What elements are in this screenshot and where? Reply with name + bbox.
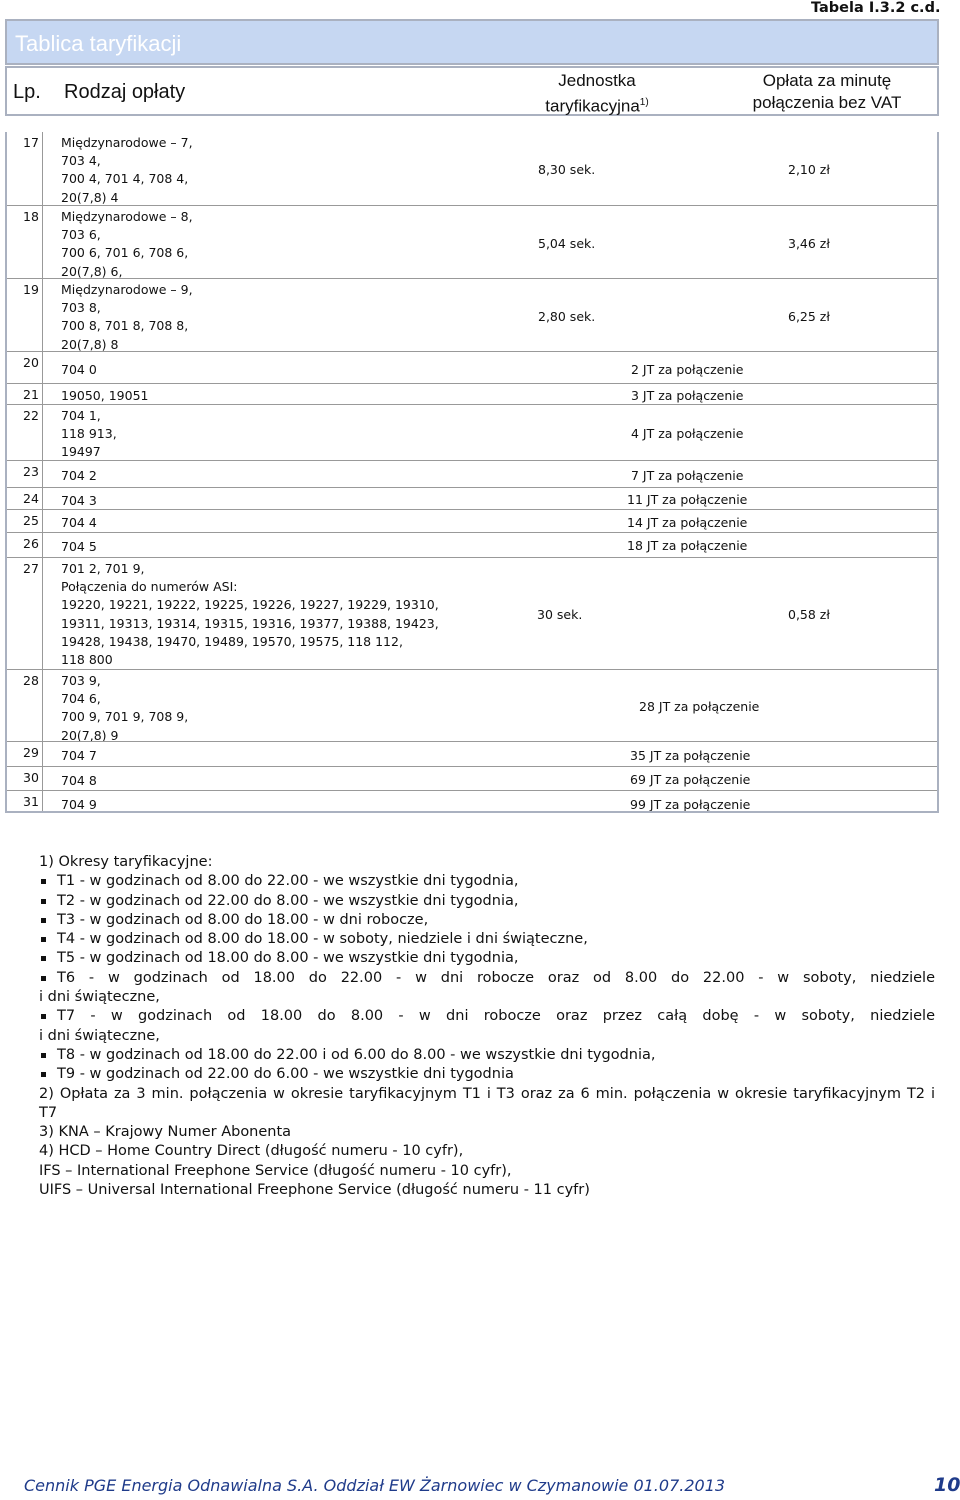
title-band: [5, 19, 939, 65]
table-row: [5, 532, 939, 557]
table-row: [5, 557, 939, 669]
table-row: [5, 404, 939, 460]
row-name: [61, 747, 97, 765]
row-name-line: 703 8,: [61, 300, 101, 316]
table-row: [5, 741, 939, 766]
row-fee-combined: 3 JT za połączenie: [631, 387, 744, 403]
row-name-line: 19311, 19313, 19314, 19315, 19316, 19377, 19388, 19423,: [61, 615, 439, 631]
row-name-line: 700 6, 701 6, 708 6,: [61, 245, 189, 261]
row-number: 19: [23, 282, 39, 297]
row-name-line: 704 5: [61, 539, 97, 555]
row-name: [61, 772, 97, 790]
row-name-line: Połączenia do numerów ASI:: [61, 579, 238, 595]
row-name-line: 704 2: [61, 468, 97, 484]
row-name: [61, 407, 117, 462]
row-name-line: 704 7: [61, 748, 97, 764]
row-name-line: 703 4,: [61, 153, 101, 169]
row-number: 25: [23, 513, 39, 528]
table-row: [5, 509, 939, 532]
row-name: [61, 467, 97, 485]
row-name: [61, 134, 193, 207]
row-name-line: 20(7,8) 9: [61, 727, 119, 743]
note-item: T8 - w godzinach od 18.00 do 22.00 i od 6.00 do 8.00 - we wszystkie dni tygodnia,: [39, 1046, 935, 1065]
row-name: [61, 387, 148, 405]
row-name-line: 704 0: [61, 361, 97, 377]
table-row: [5, 766, 939, 790]
row-name-line: 703 9,: [61, 673, 101, 688]
row-unit: 2,80 sek.: [538, 308, 596, 324]
page-number: 10: [934, 1474, 960, 1496]
row-fee-combined: 35 JT za połączenie: [630, 747, 751, 763]
row-name-line: 704 9: [61, 797, 97, 813]
row-name-line: 700 8, 701 8, 708 8,: [61, 318, 189, 334]
row-name: [61, 514, 97, 532]
row-name: [61, 281, 193, 354]
table-label: Tabela I.3.2 c.d.: [811, 0, 941, 16]
row-name: [61, 361, 97, 379]
note-1-intro: 1) Okresy taryfikacyjne:: [39, 854, 213, 870]
note-ifs: IFS – International Freephone Service (długość numeru - 10 cyfr),: [39, 1162, 512, 1179]
row-name-line: 704 6,: [61, 691, 101, 707]
row-name-line: Międzynarodowe – 9,: [61, 282, 193, 297]
row-name-line: 701 2, 701 9,: [61, 561, 145, 576]
note-item: T4 - w godzinach od 8.00 do 18.00 - w soboty, niedziele i dni świąteczne,: [39, 930, 935, 949]
note-item-t6: T6 - w godzinach od 18.00 do 22.00 - w dni robocze oraz od 8.00 do 22.00 - w soboty, niedziele: [39, 969, 935, 988]
table-row: [5, 351, 939, 383]
note-item-t6-cont: i dni świąteczne,: [39, 989, 160, 1006]
table-row: [5, 383, 939, 404]
footnotes: [39, 853, 935, 1200]
note-4: 4) HCD – Home Country Direct (długość numeru - 10 cyfr),: [39, 1143, 464, 1160]
header-jednostka-sup: 1): [639, 97, 649, 108]
row-name-line: 704 3: [61, 492, 97, 508]
row-name: [61, 672, 188, 745]
row-name-line: 20(7,8) 8: [61, 336, 119, 352]
table-row: [5, 278, 939, 351]
row-name: [61, 492, 97, 510]
row-number: 23: [23, 464, 39, 479]
note-2: 2) Opłata za 3 min. połączenia w okresie taryfikacyjnym T1 i T3 oraz za 6 min. połączenia w okresie taryfikacyjnym T2 i: [39, 1085, 935, 1102]
row-unit: 8,30 sek.: [538, 161, 596, 177]
row-name: [61, 796, 97, 814]
row-number: 26: [23, 536, 39, 551]
row-name-line: 19428, 19438, 19470, 19489, 19570, 19575, 118 112,: [61, 633, 403, 649]
note-item-t7-cont: i dni świąteczne,: [39, 1027, 160, 1044]
note-2-cont: T7: [39, 1104, 58, 1121]
row-name-line: 704 4: [61, 515, 97, 531]
row-name-line: 704 8: [61, 772, 97, 788]
row-number: 24: [23, 491, 39, 506]
row-fee-combined: 69 JT za połączenie: [630, 772, 751, 787]
footer-text: Cennik PGE Energia Odnawialna S.A. Oddział EW Żarnowiec w Czymanowie 01.07.2013: [24, 1476, 726, 1495]
row-number: 20: [23, 355, 39, 370]
header-lp: Lp.: [13, 81, 41, 103]
row-fee: 3,46 zł: [788, 235, 830, 251]
row-fee: 0,58 zł: [788, 607, 830, 622]
row-fee-combined: 2 JT za połączenie: [631, 362, 744, 377]
row-fee: 6,25 zł: [788, 308, 830, 324]
row-name-line: 20(7,8) 4: [61, 189, 119, 205]
row-number: 17: [23, 135, 39, 150]
row-fee-combined: 28 JT za połączenie: [639, 699, 760, 714]
row-fee-combined: 18 JT za połączenie: [627, 538, 748, 553]
row-name-line: 19497: [61, 444, 101, 460]
column-header: [5, 66, 939, 116]
row-number: 29: [23, 745, 39, 760]
row-number: 27: [23, 561, 39, 576]
row-unit: 30 sek.: [537, 607, 583, 622]
row-name: [61, 560, 439, 669]
row-unit: 5,04 sek.: [538, 235, 596, 251]
row-number: 31: [23, 794, 39, 809]
row-name-line: 19050, 19051: [61, 388, 149, 404]
table-row: [5, 669, 939, 741]
header-oplata: [717, 70, 937, 114]
header-jednostka-text: Jednostka taryfikacyjna: [545, 71, 640, 116]
row-number: 21: [23, 387, 39, 402]
row-name-line: Międzynarodowe – 8,: [61, 209, 193, 224]
row-name-line: 700 9, 701 9, 708 9,: [61, 709, 189, 725]
row-fee-combined: 11 JT za połączenie: [627, 492, 748, 507]
row-name-line: 118 800: [61, 652, 113, 668]
header-oplata-line1: Opłata za minutę: [762, 71, 892, 90]
row-name: [61, 208, 193, 281]
row-fee: 2,10 zł: [788, 161, 830, 177]
note-3: 3) KNA – Krajowy Numer Abonenta: [39, 1124, 292, 1141]
row-name-line: 704 1,: [61, 408, 101, 423]
row-name-line: 118 913,: [61, 426, 117, 442]
note-item-t7: T7 - w godzinach od 18.00 do 8.00 - w dni robocze oraz przez całą dobę - w soboty, niedziele: [39, 1007, 935, 1026]
row-name: [61, 538, 97, 556]
note-item: T1 - w godzinach od 8.00 do 22.00 - we wszystkie dni tygodnia,: [39, 872, 935, 891]
row-name-line: Międzynarodowe – 7,: [61, 135, 193, 150]
column-divider: [42, 132, 43, 813]
row-fee-combined: 14 JT za połączenie: [627, 514, 748, 530]
note-item: T2 - w godzinach od 22.00 do 8.00 - we wszystkie dni tygodnia,: [39, 892, 935, 911]
row-fee-combined: 4 JT za połączenie: [631, 426, 744, 441]
row-fee-combined: 7 JT za połączenie: [631, 468, 744, 483]
table-row: [5, 132, 939, 205]
row-name-line: 19220, 19221, 19222, 19225, 19226, 19227, 19229, 19310,: [61, 597, 439, 613]
note-uifs: UIFS – Universal International Freephone Service (długość numeru - 11 cyfr): [39, 1182, 590, 1199]
row-number: 30: [23, 770, 39, 785]
header-rodzaj: Rodzaj opłaty: [64, 81, 186, 103]
row-name-line: 20(7,8) 6,: [61, 263, 123, 279]
note-item: T3 - w godzinach od 8.00 do 18.00 - w dni robocze,: [39, 911, 935, 930]
table-row: [5, 790, 939, 815]
header-oplata-line2: połączenia bez VAT: [752, 93, 902, 112]
row-number: 28: [23, 673, 39, 688]
row-name-line: 700 4, 701 4, 708 4,: [61, 171, 189, 187]
row-number: 22: [23, 408, 39, 423]
table-row: [5, 460, 939, 487]
note-item: T5 - w godzinach od 18.00 do 8.00 - we wszystkie dni tygodnia,: [39, 949, 935, 968]
row-number: 18: [23, 209, 39, 224]
page-title: Tablica taryfikacji: [15, 31, 182, 56]
table-row: [5, 487, 939, 509]
tariff-table: [5, 132, 939, 815]
row-fee-combined: 99 JT za połączenie: [630, 796, 751, 812]
row-name-line: 703 6,: [61, 227, 101, 243]
note-item: T9 - w godzinach od 22.00 do 6.00 - we wszystkie dni tygodnia: [39, 1065, 935, 1084]
header-jednostka: [512, 70, 682, 118]
table-row: [5, 205, 939, 278]
